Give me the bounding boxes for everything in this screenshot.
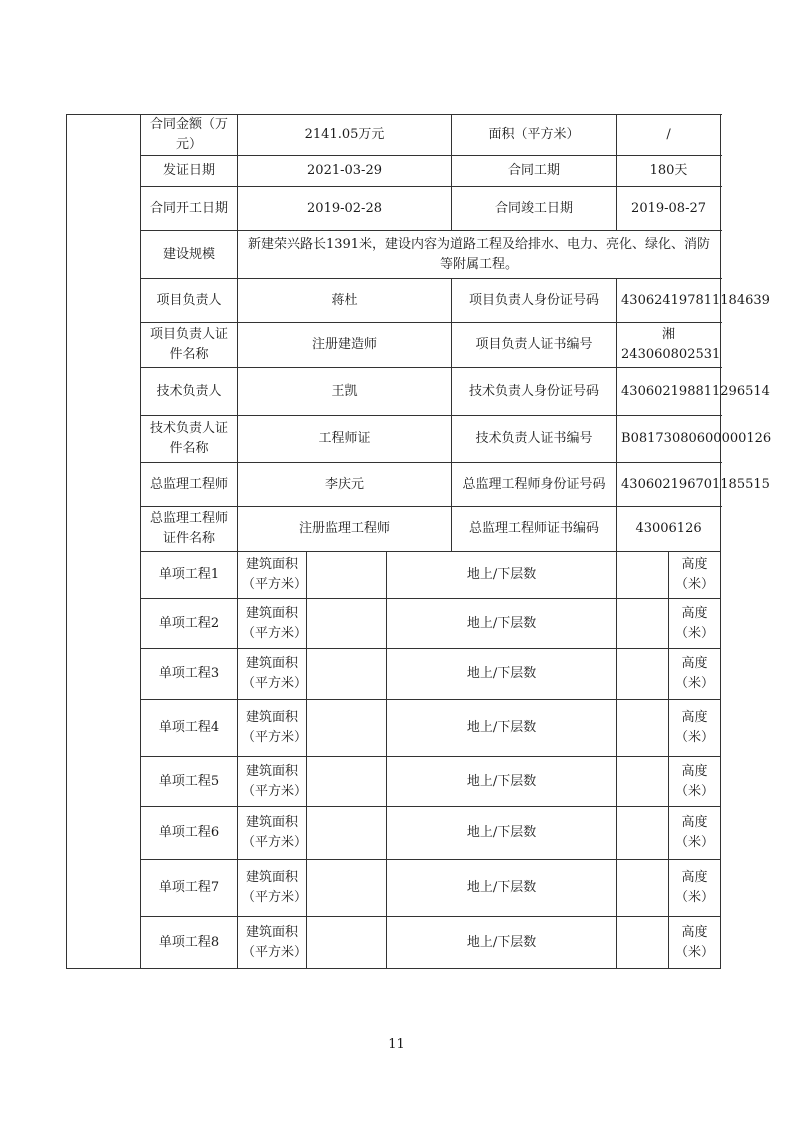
value-supervisor-id: 430602196701185515 (617, 463, 721, 507)
area-value (307, 917, 387, 969)
floors-value (617, 757, 669, 807)
label-supervisor-cert: 总监理工程师证件名称 (141, 507, 238, 552)
row-start-date (67, 187, 721, 231)
label-supervisor: 总监理工程师 (141, 463, 238, 507)
sub-project-name: 单项工程8 (141, 917, 238, 969)
area-value (307, 649, 387, 700)
value-contract-duration: 180天 (617, 156, 721, 187)
label-contract-amount: 合同金额（万元） (141, 115, 238, 156)
left-blank-column (67, 115, 141, 969)
row-supervisor (67, 463, 721, 507)
area-value (307, 599, 387, 649)
value-tech-id: 430602198811296514 (617, 368, 721, 416)
height-label: 高度（米） (669, 599, 721, 649)
value-pm: 蒋杜 (238, 279, 452, 323)
label-supervisor-cert-no: 总监理工程师证书编码 (452, 507, 617, 552)
label-pm: 项目负责人 (141, 279, 238, 323)
label-issue-date: 发证日期 (141, 156, 238, 187)
value-tech: 王凯 (238, 368, 452, 416)
height-label: 高度（米） (669, 807, 721, 860)
label-tech-cert-no: 技术负责人证书编号 (452, 416, 617, 463)
sub-project-name: 单项工程4 (141, 700, 238, 757)
row-scale (67, 231, 721, 279)
page-number: 11 (388, 1037, 405, 1052)
floors-value (617, 649, 669, 700)
area-label: 建筑面积（平方米） (238, 807, 307, 860)
sub-project-name: 单项工程7 (141, 860, 238, 917)
sub-project-row (67, 807, 721, 860)
area-label: 建筑面积（平方米） (238, 599, 307, 649)
area-label: 建筑面积（平方米） (238, 700, 307, 757)
value-scale: 新建荣兴路长1391米，建设内容为道路工程及给排水、电力、亮化、绿化、消防等附属工程。 (238, 231, 721, 279)
floors-value (617, 917, 669, 969)
sub-project-row (67, 917, 721, 969)
row-contract-amount (67, 115, 721, 156)
value-pm-cert-no: 湘243060802531 (617, 323, 721, 368)
sub-project-name: 单项工程3 (141, 649, 238, 700)
floors-value (617, 552, 669, 599)
sub-project-name: 单项工程2 (141, 599, 238, 649)
sub-project-name: 单项工程5 (141, 757, 238, 807)
project-info-table (66, 114, 772, 969)
value-supervisor-cert-no: 43006126 (617, 507, 721, 552)
area-value (307, 700, 387, 757)
row-tech-cert (67, 416, 721, 463)
row-supervisor-cert (67, 507, 721, 552)
height-label: 高度（米） (669, 917, 721, 969)
floors-value (617, 599, 669, 649)
area-label: 建筑面积（平方米） (238, 757, 307, 807)
row-pm (67, 279, 721, 323)
floors-label: 地上/下层数 (387, 649, 617, 700)
area-label: 建筑面积（平方米） (238, 917, 307, 969)
row-issue-date (67, 156, 721, 187)
label-contract-duration: 合同工期 (452, 156, 617, 187)
height-label: 高度（米） (669, 552, 721, 599)
floors-label: 地上/下层数 (387, 552, 617, 599)
area-value (307, 860, 387, 917)
sub-project-name: 单项工程1 (141, 552, 238, 599)
area-value (307, 757, 387, 807)
height-label: 高度（米） (669, 860, 721, 917)
value-completion-date: 2019-08-27 (617, 187, 721, 231)
floors-label: 地上/下层数 (387, 807, 617, 860)
sub-project-row (67, 700, 721, 757)
label-pm-cert-no: 项目负责人证书编号 (452, 323, 617, 368)
height-label: 高度（米） (669, 649, 721, 700)
floors-label: 地上/下层数 (387, 700, 617, 757)
area-label: 建筑面积（平方米） (238, 552, 307, 599)
area-label: 建筑面积（平方米） (238, 860, 307, 917)
value-supervisor-cert: 注册监理工程师 (238, 507, 452, 552)
label-tech-cert: 技术负责人证件名称 (141, 416, 238, 463)
floors-label: 地上/下层数 (387, 599, 617, 649)
label-pm-cert: 项目负责人证件名称 (141, 323, 238, 368)
floors-label: 地上/下层数 (387, 860, 617, 917)
sub-project-row (67, 757, 721, 807)
area-label: 建筑面积（平方米） (238, 649, 307, 700)
sub-project-name: 单项工程6 (141, 807, 238, 860)
sub-project-row (67, 860, 721, 917)
sub-project-row (67, 649, 721, 700)
floors-label: 地上/下层数 (387, 917, 617, 969)
label-scale: 建设规模 (141, 231, 238, 279)
value-start-date: 2019-02-28 (238, 187, 452, 231)
floors-value (617, 700, 669, 757)
label-tech: 技术负责人 (141, 368, 238, 416)
sub-project-row (67, 599, 721, 649)
value-contract-amount: 2141.05万元 (238, 115, 452, 156)
label-start-date: 合同开工日期 (141, 187, 238, 231)
sub-project-row (67, 552, 721, 599)
value-tech-cert: 工程师证 (238, 416, 452, 463)
form-sheet (66, 114, 772, 961)
row-tech (67, 368, 721, 416)
floors-label: 地上/下层数 (387, 757, 617, 807)
height-label: 高度（米） (669, 757, 721, 807)
height-label: 高度（米） (669, 700, 721, 757)
label-pm-id: 项目负责人身份证号码 (452, 279, 617, 323)
value-supervisor: 李庆元 (238, 463, 452, 507)
area-value (307, 807, 387, 860)
value-tech-cert-no: B08173080600000126 (617, 416, 721, 463)
area-value (307, 552, 387, 599)
label-supervisor-id: 总监理工程师身份证号码 (452, 463, 617, 507)
floors-value (617, 807, 669, 860)
row-pm-cert (67, 323, 721, 368)
value-pm-id: 430624197811184639 (617, 279, 721, 323)
label-area: 面积（平方米） (452, 115, 617, 156)
floors-value (617, 860, 669, 917)
value-area: / (617, 115, 721, 156)
value-pm-cert: 注册建造师 (238, 323, 452, 368)
value-issue-date: 2021-03-29 (238, 156, 452, 187)
label-completion-date: 合同竣工日期 (452, 187, 617, 231)
label-tech-id: 技术负责人身份证号码 (452, 368, 617, 416)
